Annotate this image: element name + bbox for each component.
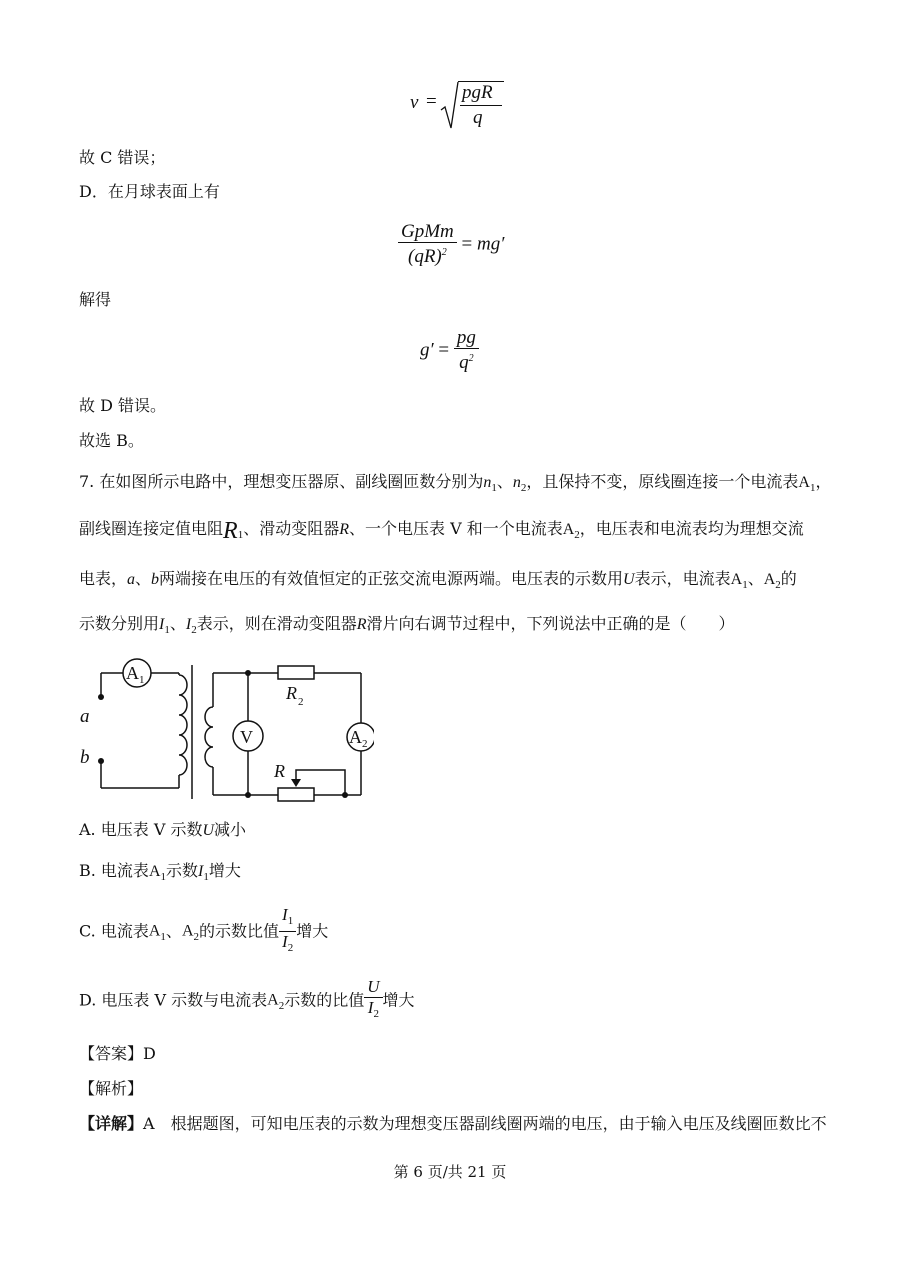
i2-var: I [282,932,288,951]
a2-sub: 2 [775,579,781,591]
q7-text: 、一个电压表 V 和一个电流表 [348,519,563,538]
option-text: D. 电压表 V 示数与电流表 [79,990,268,1010]
slider-arrow [291,779,301,787]
gravity-numerator: GpMm [398,222,457,243]
gravity-denominator: (qR) [408,246,442,267]
g-numerator: pg [454,328,479,349]
eq-v-numerator: pgR [462,82,493,103]
r-fixed-sub: 1 [237,529,244,541]
a1-symbol: A [148,922,161,940]
option-text: 增大 [208,861,241,880]
i1-var: I [159,616,165,633]
i1-sub: 1 [287,915,294,927]
detail-label: 【详解】 [79,1114,144,1133]
v-label: V [240,727,253,747]
a2-sub: 2 [278,1000,285,1012]
eq-v-lhs: v [410,92,419,113]
sep: 、 [496,472,513,491]
q7-text: ，电压表和电流表均为理想交流 [579,519,804,538]
i1-var: I [282,905,288,924]
equation-g [420,328,479,373]
g-lhs: g′ [420,339,434,361]
option-b [79,863,241,885]
g-denominator: q [459,352,469,373]
terminal-a-label: a [80,706,90,727]
line-choose: 故选 B。 [79,431,144,450]
ratio-fraction [279,905,296,958]
sqrt-symbol [440,80,460,132]
q7-text: 表示，则在滑动变阻器 [196,614,357,633]
sep: 、 [747,569,764,588]
i2-var: I [367,998,374,1017]
q7-text: 、滑动变阻器 [243,519,340,538]
line-d-intro: D．在月球表面上有 [79,182,220,201]
option-text: 的示数比值 [199,921,280,941]
eq-v-denominator: q [473,107,483,128]
q7-text: 两端接在电压的有效值恒定的正弦交流电源两端。电压表的示数用 [159,569,624,588]
q7-line-4 [79,616,735,638]
rheostat-r [278,788,314,801]
a2-sub: 2 [193,931,199,943]
line-solve: 解得 [79,290,112,309]
n2-sub: 2 [520,482,527,494]
r-var: R [339,521,349,538]
sep: 、 [169,614,186,633]
r-label: R [274,761,285,781]
option-c [79,905,328,958]
n2-var: n [512,474,521,491]
resistor-r2 [278,666,314,679]
i2-sub: 2 [191,624,197,636]
circuit-diagram [74,655,374,805]
a2-label: A [349,727,362,747]
a1-symbol: A [730,571,743,588]
a2-label-sub: 2 [362,738,368,750]
q7-line-3 [79,571,797,593]
i1-sub: 1 [164,624,170,636]
g-equals: = [438,339,450,361]
option-text: 增大 [296,921,329,941]
a1-sub: 1 [160,931,166,943]
option-text: C. 电流表 [79,921,149,941]
r-var: R [356,616,367,633]
terminal-b-label: b [80,747,90,768]
q7-text: 示数分别用 [79,614,160,633]
q7-text: 表示，电流表 [634,569,731,588]
i2-sub: 2 [373,1008,379,1020]
eq-v-equals: = [426,91,437,112]
gravity-fraction [398,222,457,267]
option-a [79,822,246,839]
detail-line [79,1116,827,1132]
q7-text: 的 [780,569,797,588]
i1-sub: 1 [203,871,209,883]
a1-sub: 1 [809,482,816,494]
q7-text: 电表， [79,569,128,588]
a-var: a [127,571,136,588]
u-var: U [202,822,215,839]
q7-line-1 [79,474,831,496]
q7-text: ，且保持不变，原线圈连接一个电流表 [526,472,799,491]
q7-text: 7. 在如图所示电路中，理想变压器原、副线圈匝数分别为 [79,472,484,491]
r2-label: R [286,683,297,703]
option-text: B. 电流表 [79,861,149,880]
a2-symbol: A [763,571,776,588]
gravity-equals: = [461,233,473,255]
g-fraction [454,328,479,373]
r-fixed-var: R [223,518,238,544]
option-text: A. 电压表 V 示数 [79,820,203,839]
a2-symbol: A [562,521,575,538]
a1-symbol: A [798,474,810,491]
g-denominator-exp: 2 [468,353,474,364]
b-var: b [151,571,160,588]
sep: 、 [135,569,152,588]
a1-sub: 1 [160,871,166,883]
q7-text: 副线圈连接定值电阻 [79,519,224,538]
i2-var: I [185,616,192,633]
q7-text: 滑片向右调节过程中，下列说法中正确的是（ ） [366,614,735,633]
analysis-heading: 【解析】 [79,1079,144,1098]
line-c-wrong: 故 C 错误； [79,148,166,167]
a1-label-sub: 1 [139,674,145,686]
i1-var: I [198,863,204,880]
line-d-wrong: 故 D 错误。 [79,396,167,415]
detail-text: A 根据题图，可知电压表的示数为理想变压器副线圈两端的电压，由于输入电压及线圈匝数比不 [143,1114,827,1133]
r2-label-sub: 2 [298,696,304,708]
n1-var: n [483,474,492,491]
q7-text: ， [815,472,832,491]
i2-sub: 2 [287,942,294,954]
option-text: 示数的比值 [284,990,365,1010]
n1-sub: 1 [491,482,497,494]
ratio-fraction [364,977,382,1024]
a1-symbol: A [148,863,161,880]
u-var: U [364,977,382,998]
a2-sub: 2 [574,529,580,541]
equation-gravity [398,222,504,267]
option-text: 增大 [382,990,415,1010]
gravity-rhs: mg′ [477,233,505,255]
a2-symbol: A [181,922,194,940]
a2-symbol: A [267,991,279,1009]
option-text: 减小 [214,820,247,839]
answer-line: 【答案】D [79,1044,156,1063]
page-footer: 第 6 页/共 21 页 [393,1163,507,1181]
option-d [79,977,415,1024]
option-text: 示数 [166,861,199,880]
u-var: U [623,571,635,588]
gravity-denominator-exp: 2 [441,247,447,258]
sep: 、 [165,921,182,941]
a1-sub: 1 [742,579,748,591]
a1-label: A [126,663,139,683]
q7-line-2 [79,518,804,544]
